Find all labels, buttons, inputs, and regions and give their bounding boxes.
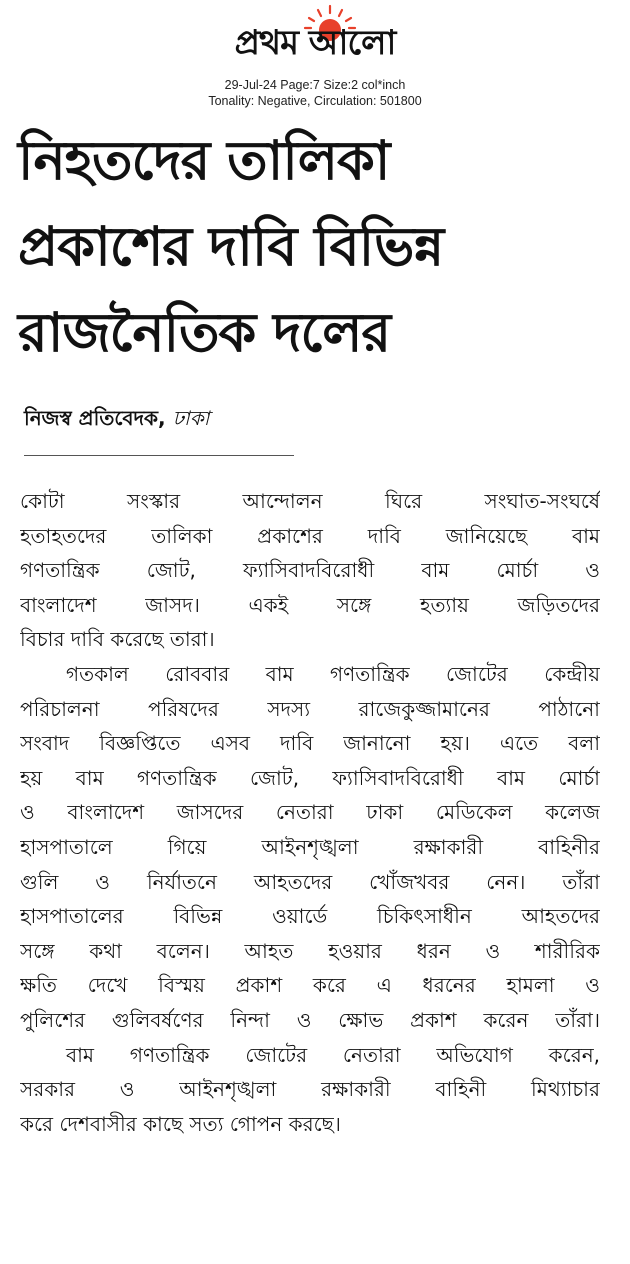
headline [18,118,618,376]
body-line: হতাহতদের তালিকা প্রকাশের দাবি জানিয়েছে বাম [20,523,600,548]
body-line: হয় বাম গণতান্ত্রিক জোট, ফ্যাসিবাদবিরোধী বাম মোর্চা [20,765,600,790]
body-line: সঙ্গে কথা বলেন। আহত হওয়ার ধরন ও শারীরিক [20,938,600,963]
headline-line: নিহতদের তালিকা [18,129,390,192]
body-line: হাসপাতালের বিভিন্ন ওয়ার্ডে চিকিৎসাধীন আহতদের [20,904,600,929]
byline-reporter: নিজস্ব প্রতিবেদক, [24,406,166,430]
byline-place: ঢাকা [172,406,210,430]
headline-line: প্রকাশের দাবি বিভিন্ন [18,215,444,278]
body-line: পরিচালনা পরিষদের সদস্য রাজেকুজ্জামানের পাঠানো [20,696,600,721]
body-line: গুলি ও নির্যাতনে আহতদের খোঁজখবর নেন। তাঁরা [20,869,600,894]
clipping-meta-date: 29-Jul-24 Page:7 Size:2 col*inch [224,78,406,92]
body-line: ও বাংলাদেশ জাসদের নেতারা ঢাকা মেডিকেল কলেজ [20,800,600,825]
newspaper-logo [180,4,450,70]
clipping-meta-tonality: Tonality: Negative, Circulation: 501800 [208,94,422,108]
body-line: করে দেশবাসীর কাছে সত্য গোপন করছে। [20,1111,341,1136]
byline-divider [24,455,294,456]
body-line: সংবাদ বিজ্ঞপ্তিতে এসব দাবি জানানো হয়। এতে বলা [20,731,600,756]
headline-line: রাজনৈতিক দলের [18,301,391,364]
body-line: পুলিশের গুলিবর্ষণের নিন্দা ও ক্ষোভ প্রকাশ করেন তাঁরা। [20,1007,600,1032]
body-line: সরকার ও আইনশৃঙ্খলা রক্ষাকারী বাহিনী মিথ্যাচার [20,1077,600,1102]
body-line: বাম গণতান্ত্রিক জোটের নেতারা অভিযোগ করেন, [66,1042,600,1067]
body-line: গণতান্ত্রিক জোট, ফ্যাসিবাদবিরোধী বাম মোর্চা ও [20,558,600,583]
body-line: বিচার দাবি করেছে তারা। [20,627,215,652]
article-body [20,484,600,1141]
body-line: কোটা সংস্কার আন্দোলন ঘিরে সংঘাত-সংঘর্ষে [20,489,600,513]
body-line: বাংলাদেশ জাসদ। একই সঙ্গে হত্যায় জড়িতদের [20,592,600,617]
body-line: ক্ষতি দেখে বিস্ময় প্রকাশ করে এ ধরনের হামলা ও [20,973,600,998]
body-line: হাসপাতালে গিয়ে আইনশৃঙ্খলা রক্ষাকারী বাহিনীর [20,834,600,859]
byline [24,404,324,437]
body-line: গতকাল রোববার বাম গণতান্ত্রিক জোটের কেন্দ্রীয় [66,661,600,686]
masthead [0,0,630,112]
logo-wordmark: প্রথম আলো [234,23,396,63]
